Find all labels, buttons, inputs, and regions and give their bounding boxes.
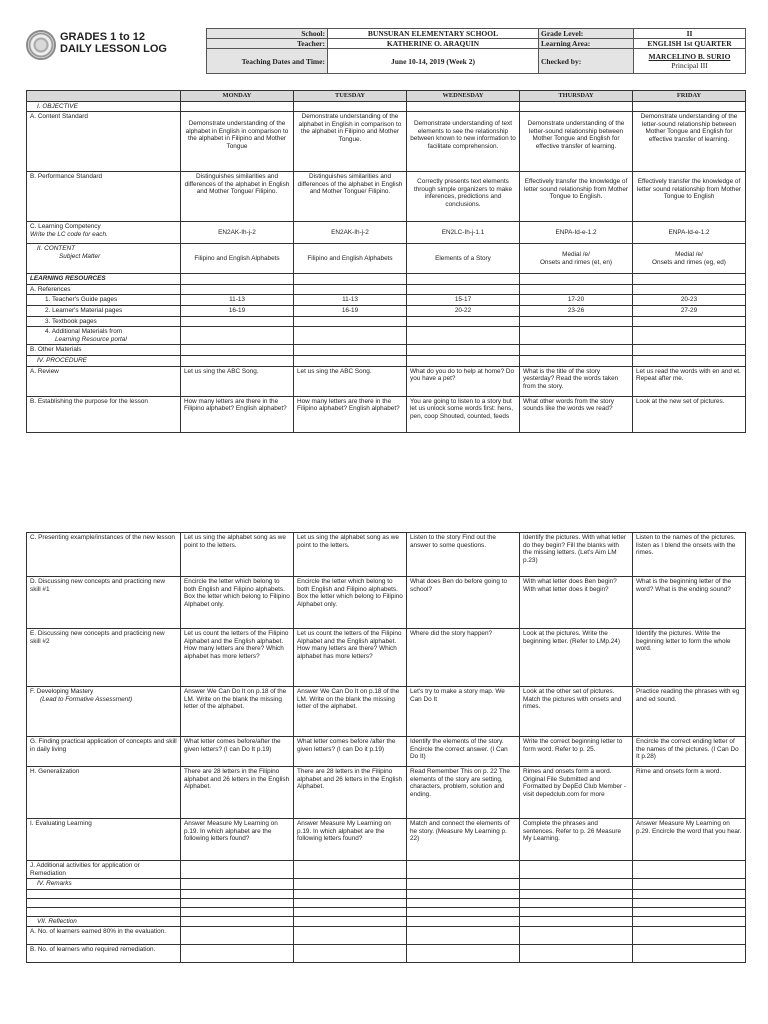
cell: 20-23 [633, 295, 746, 306]
performance-standard-label: B. Performance Standard [27, 172, 181, 222]
table-row [27, 889, 746, 898]
cell: Identify the pictures. With what letter do they begin? Fill the blanks with the missing letters. (Let's Aim LM p.23) [520, 533, 633, 577]
cell: Answer Measure My Learning on p.29. Encircle the word that you hear. [633, 819, 746, 861]
cell: Let us sing the alphabet song as we point to the letters. [181, 533, 294, 577]
cell: Look at the other set of pictures. Match the pictures with onsets and rimes. [520, 687, 633, 737]
cell: Identify the pictures. Write the beginning letter to form the whole word. [633, 629, 746, 687]
cell: Let us sing the ABC Song. [294, 366, 407, 396]
log-title: GRADES 1 to 12 DAILY LESSON LOG [60, 31, 167, 55]
table-row [27, 927, 746, 945]
cell: Rime and onsets form a word. [633, 767, 746, 819]
presenting-label: C. Presenting example/instances of the new lesson [27, 533, 181, 577]
discussing2-label: E. Discussing new concepts and practicing new skill #2 [27, 629, 181, 687]
cell: EN2AK-Ih-j-2 [294, 222, 407, 244]
cell: Let us sing the ABC Song. [181, 366, 294, 396]
table-row [27, 222, 746, 244]
cell: Answer Measure My Learning on p.19. In which alphabet are the following letters found? [294, 819, 407, 861]
cell: What other words from the story sounds like the words we read? [520, 396, 633, 432]
cell: ENPA-Id-e-1.2 [633, 222, 746, 244]
cell: Identify the elements of the story. Encircle the correct answer. (I Can Do It) [407, 737, 520, 767]
teacher-label: Teacher: [207, 39, 328, 49]
table-row [27, 533, 746, 577]
lesson-table-part1 [26, 90, 746, 433]
cell: Let us sing the alphabet song as we point to the letters. [294, 533, 407, 577]
reflection-label: VII. Reflection [27, 916, 181, 927]
teacher-value: KATHERINE O. ARAQUIN [328, 39, 539, 49]
cell: Encircle the correct ending letter of the names of the pictures. (I Can Do It p.28) [633, 737, 746, 767]
cell: 20-22 [407, 305, 520, 316]
checked-label: Checked by: [539, 49, 634, 74]
cell: Distinguishes similarities and differences of the alphabet in English and Mother Tongue/ Filipino. [294, 172, 407, 222]
lm-label: 2. Learner's Material pages [27, 305, 181, 316]
additional-activities-label: J. Additional activities for application or Remediation [27, 861, 181, 879]
table-row [27, 101, 746, 112]
cell: Listen to the names of the pictures. listen as I blend the onsets with the rimes. [633, 533, 746, 577]
eval80-label: A. No. of learners earned 80% in the evaluation. [27, 927, 181, 945]
table-row [27, 861, 746, 879]
remarks-label: IV. Remarks [27, 879, 181, 890]
cell: 23-26 [520, 305, 633, 316]
cell: Write the correct beginning letter to form word. Refer to p. 25. [520, 737, 633, 767]
table-row [27, 295, 746, 306]
cell: Effectively transfer the knowledge of letter sound relationship from Mother Tongue to English. [520, 172, 633, 222]
checked-title: Principal III [671, 61, 708, 70]
cell: Demonstrate understanding of the letter-sound relationship between Mother Tongue and English for effective transfer of learning. [633, 112, 746, 172]
content-label: II. CONTENT Subject Matter [27, 244, 181, 274]
cell: 16-19 [294, 305, 407, 316]
cell: Practice reading the phrases with eg and ed sound. [633, 687, 746, 737]
cell: Demonstrate understanding of the alphabet in English in comparison to the alphabet in Filipino and Mother Tongue [181, 112, 294, 172]
table-row [27, 907, 746, 916]
mastery-label: F. Developing Mastery (Lead to Formative Assessment) [27, 687, 181, 737]
purpose-label: B. Establishing the purpose for the lesson [27, 396, 181, 432]
cell: Effectively transfer the knowledge of letter sound relationship from Mother Tongue to English [633, 172, 746, 222]
cell: What do you do to help at home? Do you have a pet? [407, 366, 520, 396]
table-row [27, 577, 746, 629]
cell: Answer We Can Do It on p.18 of the LM. Write on the blank the missing letter of the alphabet. [294, 687, 407, 737]
tg-label: 1. Teacher's Guide pages [27, 295, 181, 306]
cell: Look at the pictures. Write the beginning letter. (Refer to LMp.24) [520, 629, 633, 687]
table-row [27, 274, 746, 285]
cell: Rimes and onsets form a word. Original File Submitted and Formatted by DepEd Club Member - visit depedclub.com for more [520, 767, 633, 819]
grade-label: Grade Level: [539, 29, 634, 39]
cell: Medial /e/ Onsets and rimes (et, en) [520, 244, 633, 274]
cell: What letter comes before/after the given letters? (I can Do It p.19) [181, 737, 294, 767]
table-row [27, 172, 746, 222]
cell: Look at the new set of pictures. [633, 396, 746, 432]
cell: There are 28 letters in the Filipino alphabet and 26 letters in the English Alphabet. [181, 767, 294, 819]
cell: 17-20 [520, 295, 633, 306]
procedure-label: IV. PROCEDURE [27, 355, 181, 366]
table-row [27, 396, 746, 432]
table-row [27, 945, 746, 963]
cell: Demonstrate understanding of the alphabet in English in comparison to the alphabet in Filipino and Mother Tongue. [294, 112, 407, 172]
header-info-table [206, 28, 746, 74]
table-row [27, 737, 746, 767]
cell: Encircle the letter which belong to both English and Filipino alphabets. Box the letter which belong to Filipino Alphabet only. [294, 577, 407, 629]
cell: ENPA-Id-e-1.2 [520, 222, 633, 244]
area-value: ENGLISH 1st QUARTER [634, 39, 746, 49]
checked-value [634, 49, 746, 74]
school-value: BUNSURAN ELEMENTARY SCHOOL [328, 29, 539, 39]
objective-label: I. OBJECTIVE [27, 101, 181, 112]
cell: Let us read the words with en and et. Repeat after me. [633, 366, 746, 396]
table-row [27, 879, 746, 890]
day-tuesday: TUESDAY [294, 91, 407, 102]
cell: Complete the phrases and sentences. Refer to p. 26 Measure My Learning. [520, 819, 633, 861]
cell: EN2AK-Ih-j-2 [181, 222, 294, 244]
table-row [27, 112, 746, 172]
cell: You are going to listen to a story but let us unlock some words first: hens, pen, coop Shouted, counted, feeds [407, 396, 520, 432]
table-row [27, 355, 746, 366]
cell: What does Ben do before going to school? [407, 577, 520, 629]
corner-cell [27, 91, 181, 102]
cell: Answer Measure My Learning on p.19. In which alphabet are the following letters found? [181, 819, 294, 861]
dates-value: June 10-14, 2019 (Week 2) [328, 49, 539, 74]
table-row [27, 366, 746, 396]
cell: There are 28 letters in the Filipino alphabet and 26 letters in the English Alphabet. [294, 767, 407, 819]
table-row [27, 327, 746, 345]
cell: Let us count the letters of the Filipino Alphabet and the English alphabet. How many letters are there? Which alphabet has more letters? [181, 629, 294, 687]
cell: Demonstrate understanding of text elements to see the relationship between known to new information to facilitate comprehension. [407, 112, 520, 172]
table-row [27, 687, 746, 737]
cell: Let us count the letters of the Filipino Alphabet and the English alphabet. How many letters are there? Which alphabet has more letters? [294, 629, 407, 687]
review-label: A. Review [27, 366, 181, 396]
additional-materials-label: 4. Additional Materials from Learning Resource portal [27, 327, 181, 345]
cell: Distinguishes similarities and differences of the alphabet in English and Mother Tongue/ Filipino. [181, 172, 294, 222]
area-label: Learning Area: [539, 39, 634, 49]
table-row [27, 316, 746, 327]
table-row [27, 305, 746, 316]
day-wednesday: WEDNESDAY [407, 91, 520, 102]
competency-label: C. Learning Competency Write the LC code for each. [27, 222, 181, 244]
cell: Answer We Can Do It on p.18 of the LM. Write on the blank the missing letter of the alphabet. [181, 687, 294, 737]
cell: Correctly presents text elements through simple organizers to make inferences, predictions and conclusions. [407, 172, 520, 222]
cell: Filipino and English Alphabets [181, 244, 294, 274]
cell: Elements of a Story [407, 244, 520, 274]
table-row [27, 345, 746, 356]
cell: How many letters are there in the Filipino alphabet? English alphabet? [181, 396, 294, 432]
discussing1-label: D. Discussing new concepts and practicing new skill #1 [27, 577, 181, 629]
application-label: G. Finding practical application of concepts and skill in daily living [27, 737, 181, 767]
generalization-label: H. Generalization [27, 767, 181, 819]
cell: Match and connect the elements of he story. (Measure My Learning p. 22) [407, 819, 520, 861]
grade-value: II [634, 29, 746, 39]
cell: Where did the story happen? [407, 629, 520, 687]
cell: 15-17 [407, 295, 520, 306]
resources-label: LEARNING RESOURCES [27, 274, 181, 285]
day-header-row [27, 91, 746, 102]
cell: Encircle the letter which belong to both English and Filipino alphabets. Box the letter which belong to Filipino Alphabet only. [181, 577, 294, 629]
cell: Listen to the story Find out the answer to some questions. [407, 533, 520, 577]
checked-name: MARCELINO B. SURIO [648, 52, 731, 61]
deped-seal-icon [26, 30, 56, 60]
references-label: A. References [27, 284, 181, 295]
day-friday: FRIDAY [633, 91, 746, 102]
other-materials-label: B. Other Materials [27, 345, 181, 356]
cell: Demonstrate understanding of the letter-sound relationship between Mother Tongue and English for effective transfer of learning. [520, 112, 633, 172]
cell: Filipino and English Alphabets [294, 244, 407, 274]
table-row [27, 819, 746, 861]
header [26, 28, 746, 76]
table-row [27, 767, 746, 819]
cell: What is the beginning letter of the word? What is the ending sound? [633, 577, 746, 629]
school-label: School: [207, 29, 328, 39]
cell: How many letters are there in the Filipino alphabet? English alphabet? [294, 396, 407, 432]
table-row [27, 244, 746, 274]
lesson-table-part2 [26, 532, 746, 963]
cell: Let's try to make a story map. We Can Do It [407, 687, 520, 737]
textbook-label: 3. Textbook pages [27, 316, 181, 327]
cell: 11-13 [181, 295, 294, 306]
day-monday: MONDAY [181, 91, 294, 102]
remediation-label: B. No. of learners who required remediation. [27, 945, 181, 963]
table-row [27, 629, 746, 687]
dates-label: Teaching Dates and Time: [207, 49, 328, 74]
table-row [27, 284, 746, 295]
cell: Read Remember This on p. 22 The elements of the story are setting, characters, problem, solution and ending. [407, 767, 520, 819]
cell: What letter comes before /after the given letters? (I can Do it p.19) [294, 737, 407, 767]
table-row [27, 916, 746, 927]
cell: EN2LC-Ih-j-1.1 [407, 222, 520, 244]
day-thursday: THURSDAY [520, 91, 633, 102]
cell: 11-13 [294, 295, 407, 306]
cell: Medial /e/ Onsets and rimes (eg, ed) [633, 244, 746, 274]
evaluating-label: I. Evaluating Learning [27, 819, 181, 861]
cell: What is the title of the story yesterday? Read the words taken from the story. [520, 366, 633, 396]
cell: 27-29 [633, 305, 746, 316]
cell: With what letter does Ben begin? With what letter does it begin? [520, 577, 633, 629]
cell: 16-19 [181, 305, 294, 316]
content-standard-label: A. Content Standard [27, 112, 181, 172]
table-row [27, 898, 746, 907]
